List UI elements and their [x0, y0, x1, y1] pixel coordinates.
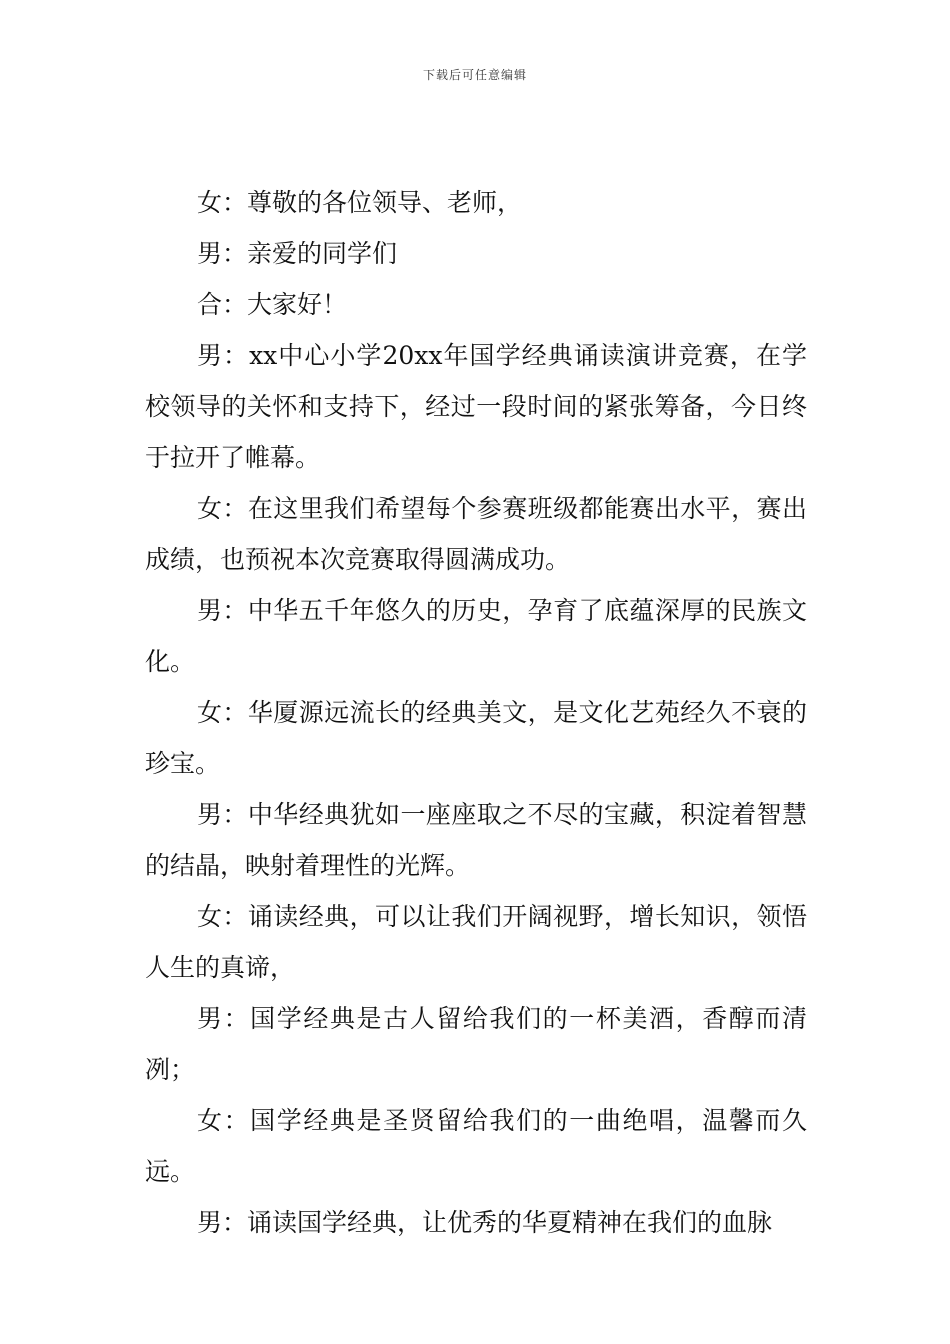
- paragraph: 男：国学经典是古人留给我们的一杯美酒，香醇而清冽；: [145, 1004, 807, 1084]
- paragraph: 男：诵读国学经典，让优秀的华夏精神在我们的血脉: [197, 1208, 773, 1237]
- paragraph: 男：中华五千年悠久的历史，孕育了底蕴深厚的民族文化。: [145, 596, 807, 676]
- paragraph: 女：诵读经典，可以让我们开阔视野，增长知识，领悟人生的真谛，: [145, 902, 807, 982]
- paragraph: 女：国学经典是圣贤留给我们的一曲绝唱，温馨而久远。: [145, 1106, 807, 1186]
- paragraph: 男：中华经典犹如一座座取之不尽的宝藏，积淀着智慧的结晶，映射着理性的光辉。: [145, 800, 807, 880]
- paragraph: 女：尊敬的各位领导、老师，: [197, 188, 523, 217]
- document-body: [145, 177, 807, 1248]
- paragraph: 女：华厦源远流长的经典美文，是文化艺苑经久不衰的珍宝。: [145, 698, 807, 778]
- paragraph: 女：在这里我们希望每个参赛班级都能赛出水平，赛出成绩，也预祝本次竞赛取得圆满成功。: [145, 494, 807, 574]
- paragraph: 合：大家好！: [197, 290, 348, 319]
- header-note: 下载后可任意编辑: [422, 68, 527, 82]
- paragraph: 男：亲爱的同学们: [197, 239, 398, 268]
- paragraph: 男：xx中心小学20xx年国学经典诵读演讲竞赛，在学校领导的关怀和支持下，经过一段时间的紧张筹备，今日终于拉开了帷幕。: [145, 341, 807, 472]
